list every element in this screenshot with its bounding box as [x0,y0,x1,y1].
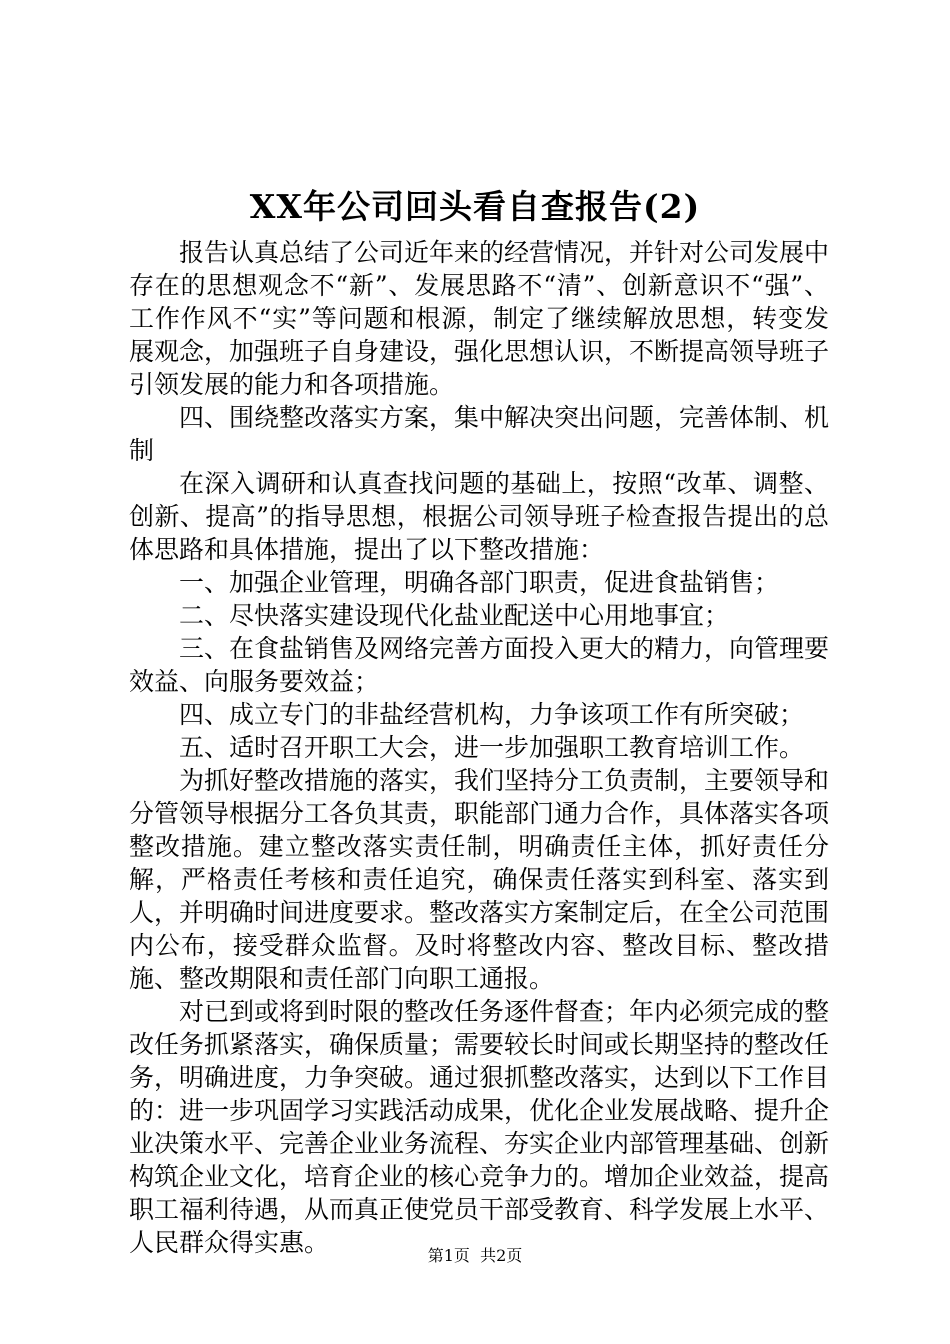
paragraph-responsibility: 为抓好整改措施的落实，我们坚持分工负责制，主要领导和分管领导根据分工各负其责，职能部门通力合作，具体落实各项整改措施。建立整改落实责任制，明确责任主体，抓好责任分解，严格责任考核和责任追究，确保责任落实到科室、落实到人，并明确时间进度要求。整改落实方案制定后，在全公司范围内公布，接受群众监督。及时将整改内容、整改目标、整改措施、整改期限和责任部门向职工通报。 [129,766,830,993]
paragraph-section-heading: 四、围绕整改落实方案，集中解决突出问题，完善体制、机制 [129,403,830,465]
document-title: XX年公司回头看自查报告(2) [249,187,701,226]
paragraph-measure-4: 四、成立专门的非盐经营机构，力争该项工作有所突破； [179,700,805,729]
paragraph-measure-2: 二、尽快落实建设现代化盐业配送中心用地事宜； [179,601,730,630]
paragraph-measure-3: 三、在食盐销售及网络完善方面投入更大的精力，向管理要效益、向服务要效益； [129,634,830,696]
paragraph-goals: 对已到或将到时限的整改任务逐件督查；年内必须完成的整改任务抓紧落实，确保质量；需要较长时间或长期坚持的整改任务，明确进度，力争突破。通过狠抓整改落实，达到以下工作目的：进一步巩固学习实践活动成果，优化企业发展战略、提升企业决策水平、完善企业业务流程、夯实企业内部管理基础、创新构筑企业文化，培育企业的核心竞争力的。增加企业效益，提高职工福利待遇，从而真正使党员干部受教育、科学发展上水平、人民群众得实惠。 [129,997,830,1257]
paragraph-summary: 报告认真总结了公司近年来的经营情况，并针对公司发展中存在的思想观念不“新”、发展思路不“清”、创新意识不“强”、工作作风不“实”等问题和根源，制定了继续解放思想，转变发展观念，加强班子自身建设，强化思想认识，不断提高领导班子引领发展的能力和各项措施。 [129,238,830,399]
paragraph-measure-1: 一、加强企业管理，明确各部门职责，促进食盐销售； [179,568,780,597]
page-number-footer: 第1页 共2页 [427,1246,523,1265]
document-body [129,236,829,1259]
paragraph-intro-measures: 在深入调研和认真查找问题的基础上，按照“改革、调整、创新、提高”的指导思想，根据公司领导班子检查报告提出的总体思路和具体措施，提出了以下整改措施： [129,469,829,564]
paragraph-measure-5: 五、适时召开职工大会，进一步加强职工教育培训工作。 [179,733,805,762]
